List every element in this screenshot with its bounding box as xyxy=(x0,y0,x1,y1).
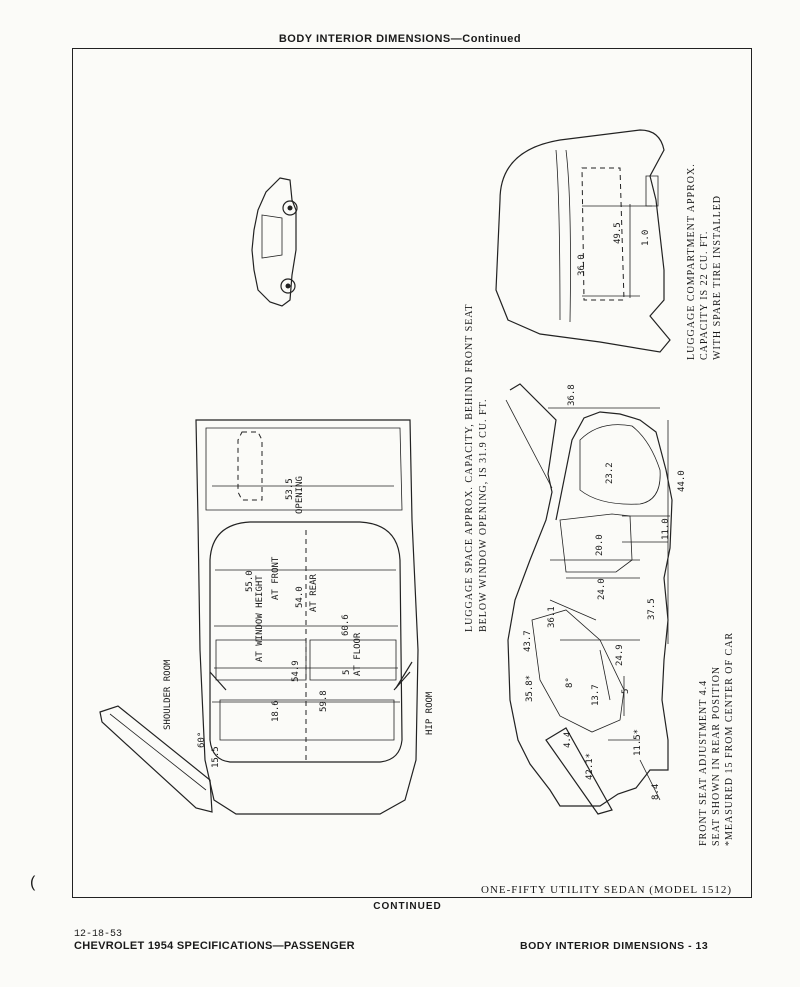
seat-position-note: SEAT SHOWN IN REAR POSITION xyxy=(711,665,722,846)
angle-8: 8° xyxy=(565,677,575,688)
trunk-note-line-2: CAPACITY IS 22 CU. FT. xyxy=(699,230,710,360)
dim-5-side: 5 xyxy=(621,688,631,694)
dim-36-1: 36.1 xyxy=(547,606,557,628)
dim-59-8: 59.8 xyxy=(319,690,329,712)
at-floor-value: 60.6 xyxy=(341,614,351,636)
dim-24-0: 24.0 xyxy=(597,578,607,600)
at-front-value: 54.0 xyxy=(295,586,305,608)
dim-42-1: 42.1* xyxy=(585,752,595,780)
window-height-value: 55.0 xyxy=(245,570,255,592)
footer-spec-title: CHEVROLET 1954 SPECIFICATIONS—PASSENGER xyxy=(74,940,355,952)
dim-43-7: 43.7 xyxy=(523,630,533,652)
luggage-note-line-1: LUGGAGE SPACE APPROX. CAPACITY, BEHIND FRONT SEAT xyxy=(464,303,475,632)
dim-36-8: 36.8 xyxy=(567,384,577,406)
dim-13-7: 13.7 xyxy=(591,684,601,706)
dim-5-plan: 5 xyxy=(342,669,352,675)
angle-60: 60° xyxy=(197,731,207,748)
dim-49-5: 49.5 xyxy=(613,222,623,244)
model-caption: ONE-FIFTY UTILITY SEDAN (MODEL 1512) xyxy=(478,884,735,896)
dim-11-0: 11.0 xyxy=(661,518,671,540)
dim-44-0: 44.0 xyxy=(677,470,687,492)
hip-room-label: HIP ROOM xyxy=(425,691,435,735)
footer-page-reference: BODY INTERIOR DIMENSIONS - 13 xyxy=(520,940,709,952)
continued-label: CONTINUED xyxy=(373,901,442,912)
trunk-note-line-3: WITH SPARE TIRE INSTALLED xyxy=(712,194,723,360)
dim-15-5: 15.5 xyxy=(211,746,221,768)
page-title: BODY INTERIOR DIMENSIONS—Continued xyxy=(278,33,522,45)
dim-18-6: 18.6 xyxy=(271,700,281,722)
at-rear-label: AT REAR xyxy=(309,574,319,612)
dim-20-0: 20.0 xyxy=(595,534,605,556)
opening-value: 53.5 xyxy=(285,478,295,500)
dim-11-5: 11.5* xyxy=(633,728,643,756)
dim-23-2: 23.2 xyxy=(605,462,615,484)
at-floor-label: AT FLOOR xyxy=(353,632,363,676)
trunk-note-line-1: LUGGAGE COMPARTMENT APPROX. xyxy=(686,163,697,360)
dim-8-4: 8.4 xyxy=(651,783,661,800)
dim-1-0: 1.0 xyxy=(641,229,651,246)
dim-54-9: 54.9 xyxy=(291,660,301,682)
footer-date: 12-18-53 xyxy=(74,929,123,940)
margin-bracket-icon: ( xyxy=(30,874,36,891)
seat-adjustment-note: FRONT SEAT ADJUSTMENT 4.4 xyxy=(698,679,709,846)
measured-note: *MEASURED 15 FROM CENTER OF CAR xyxy=(724,631,735,846)
dim-37-5: 37.5 xyxy=(647,598,657,620)
shoulder-room-label: SHOULDER ROOM xyxy=(163,659,173,730)
dim-35-8: 35.8* xyxy=(525,674,535,702)
car-silhouette-icon xyxy=(252,178,297,306)
window-height-label: AT WINDOW HEIGHT xyxy=(255,575,265,662)
dim-4-4: 4.4 xyxy=(563,731,573,748)
dim-36-0: 36.0 xyxy=(577,254,587,276)
luggage-note-line-2: BELOW WINDOW OPENING, IS 31.9 CU. FT. xyxy=(478,398,489,632)
dim-24-9: 24.9 xyxy=(615,644,625,666)
opening-label: OPENING xyxy=(295,476,305,514)
at-front-label: AT FRONT xyxy=(271,556,281,600)
